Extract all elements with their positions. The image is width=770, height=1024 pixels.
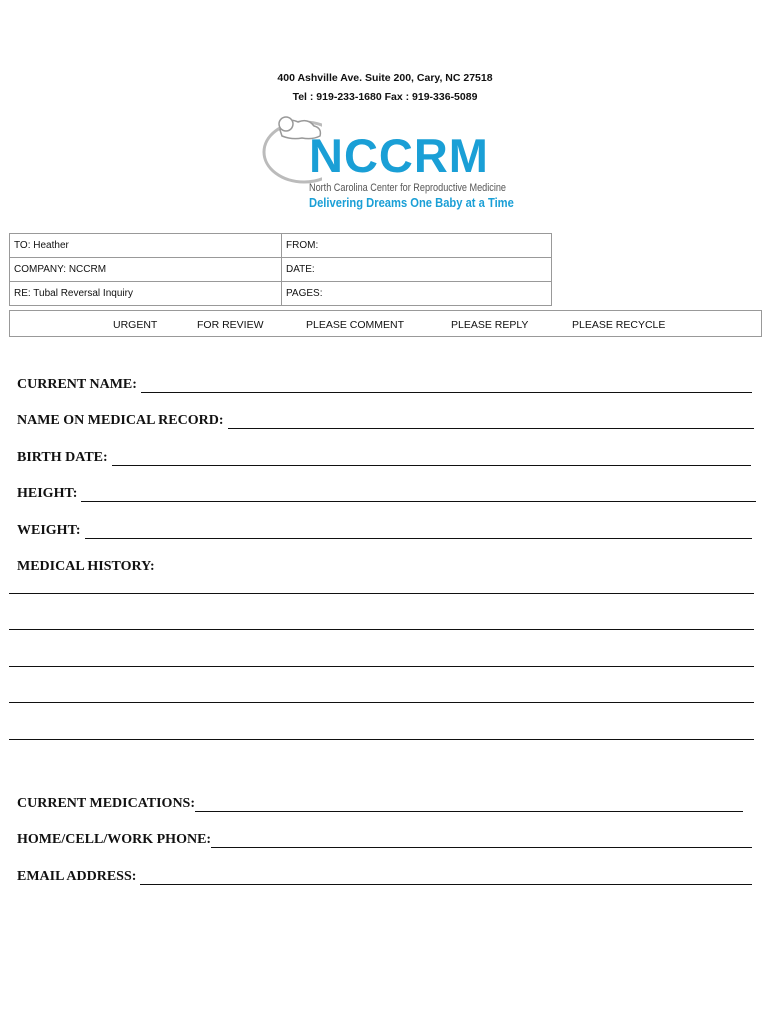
for-review-option[interactable]: FOR REVIEW bbox=[197, 319, 264, 331]
medical-history-line[interactable] bbox=[9, 666, 754, 667]
nccrm-logo bbox=[262, 112, 512, 216]
fax-status-bar bbox=[9, 310, 762, 337]
logo-brand: NCCRM bbox=[309, 129, 489, 182]
medical-history-line[interactable] bbox=[9, 702, 754, 703]
current-name-line[interactable] bbox=[141, 378, 752, 393]
company-cell: COMPANY: NCCRM bbox=[10, 258, 282, 282]
medical-history-field bbox=[17, 559, 155, 575]
urgent-option[interactable]: URGENT bbox=[113, 319, 158, 331]
from-cell: FROM: bbox=[282, 234, 552, 258]
medical-history-line[interactable] bbox=[9, 593, 754, 594]
email-line[interactable] bbox=[140, 870, 752, 885]
medical-record-name-label: NAME ON MEDICAL RECORD: bbox=[17, 413, 224, 428]
table-row bbox=[10, 234, 552, 258]
birth-date-field[interactable] bbox=[17, 450, 751, 466]
weight-line[interactable] bbox=[85, 524, 752, 539]
please-comment-option[interactable]: PLEASE COMMENT bbox=[306, 319, 405, 331]
email-field[interactable] bbox=[17, 869, 752, 885]
phone-field[interactable] bbox=[17, 832, 752, 848]
current-medications-field[interactable] bbox=[17, 796, 743, 812]
medical-record-name-line[interactable] bbox=[228, 414, 755, 429]
email-label: EMAIL ADDRESS: bbox=[17, 869, 137, 884]
pages-cell: PAGES: bbox=[282, 282, 552, 306]
phone-label: HOME/CELL/WORK PHONE: bbox=[17, 832, 212, 847]
table-row bbox=[10, 258, 552, 282]
weight-field[interactable] bbox=[17, 523, 752, 539]
medical-record-name-field[interactable] bbox=[17, 413, 754, 429]
please-reply-option[interactable]: PLEASE REPLY bbox=[451, 319, 529, 331]
birth-date-line[interactable] bbox=[112, 451, 751, 466]
medical-history-line[interactable] bbox=[9, 739, 754, 740]
logo-tagline: Delivering Dreams One Baby at a Time bbox=[309, 195, 514, 210]
table-row bbox=[10, 282, 552, 306]
re-cell: RE: Tubal Reversal Inquiry bbox=[10, 282, 282, 306]
date-cell: DATE: bbox=[282, 258, 552, 282]
clinic-contact: Tel : 919-233-1680 Fax : 919-336-5089 bbox=[292, 91, 478, 103]
height-field[interactable] bbox=[17, 486, 756, 502]
current-name-label: CURRENT NAME: bbox=[17, 377, 137, 392]
phone-line[interactable] bbox=[211, 833, 752, 848]
birth-date-label: BIRTH DATE: bbox=[17, 450, 108, 465]
current-name-field[interactable] bbox=[17, 377, 752, 393]
current-medications-label: CURRENT MEDICATIONS: bbox=[17, 796, 196, 811]
clinic-address: 400 Ashville Ave. Suite 200, Cary, NC 27518 bbox=[277, 72, 493, 84]
weight-label: WEIGHT: bbox=[17, 523, 81, 538]
medical-history-label: MEDICAL HISTORY: bbox=[17, 559, 155, 574]
please-recycle-option[interactable]: PLEASE RECYCLE bbox=[572, 319, 666, 331]
logo-subtitle: North Carolina Center for Reproductive Medicine bbox=[309, 182, 506, 194]
current-medications-line[interactable] bbox=[195, 797, 743, 812]
height-line[interactable] bbox=[81, 487, 756, 502]
medical-history-line[interactable] bbox=[9, 629, 754, 630]
height-label: HEIGHT: bbox=[17, 486, 78, 501]
to-cell: TO: Heather bbox=[10, 234, 282, 258]
fax-cover-table bbox=[9, 233, 552, 306]
